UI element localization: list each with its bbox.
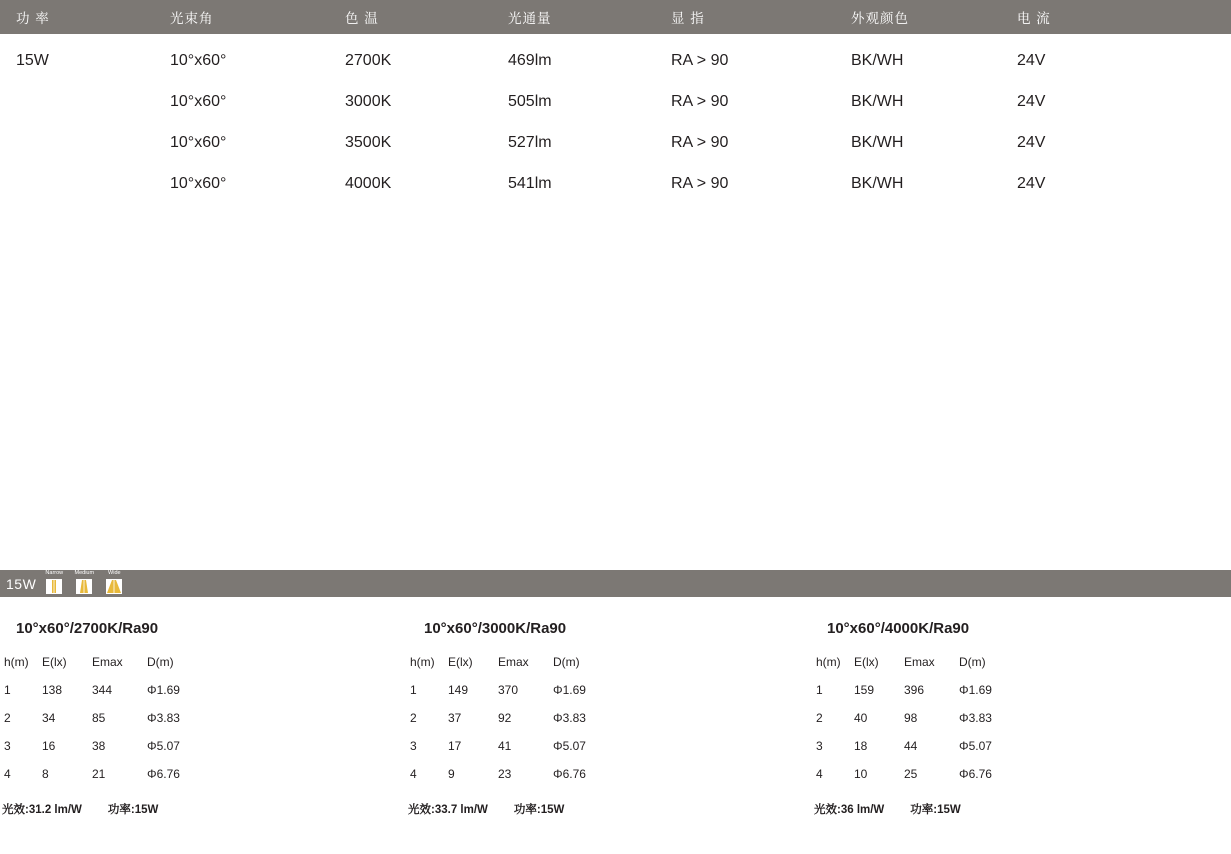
cell-emax: 44 bbox=[904, 739, 918, 753]
column-header-finish-color: 外观颜色 bbox=[851, 11, 909, 26]
narrow-beam-label: Narrow bbox=[45, 570, 64, 576]
cell-height: 1 bbox=[4, 683, 11, 697]
table-row bbox=[0, 163, 1231, 204]
photometric-footer bbox=[0, 801, 400, 817]
cell-illuminance: 34 bbox=[42, 711, 56, 725]
medium-beam-label: Medium bbox=[74, 570, 95, 576]
cell-diameter: Φ6.76 bbox=[553, 767, 586, 781]
photometric-table bbox=[816, 655, 1029, 795]
cell-diameter: Φ5.07 bbox=[147, 739, 180, 753]
table-row bbox=[4, 711, 217, 739]
column-header-illuminance: E(lx) bbox=[448, 655, 473, 669]
beam-type-band bbox=[0, 570, 1231, 597]
cell-emax: 396 bbox=[904, 683, 925, 697]
photometric-footer bbox=[406, 801, 806, 817]
column-header-diameter: D(m) bbox=[553, 655, 580, 669]
cell-emax: 23 bbox=[498, 767, 512, 781]
cell-emax: 41 bbox=[498, 739, 512, 753]
table-row bbox=[816, 739, 1029, 767]
cell-beam-angle: 10°x60° bbox=[170, 51, 227, 69]
table-row bbox=[816, 683, 1029, 711]
cell-beam-angle: 10°x60° bbox=[170, 133, 227, 151]
cell-illuminance: 159 bbox=[854, 683, 875, 697]
photometric-table bbox=[410, 655, 623, 795]
table-row bbox=[4, 739, 217, 767]
photometric-header-row bbox=[816, 655, 1029, 683]
cell-current: 24V bbox=[1017, 174, 1046, 192]
photometric-title: 10°x60°/2700K/Ra90 bbox=[16, 620, 159, 637]
band-power-label: 15W bbox=[6, 575, 37, 592]
cell-height: 2 bbox=[816, 711, 823, 725]
cell-emax: 85 bbox=[92, 711, 106, 725]
cell-height: 3 bbox=[4, 739, 11, 753]
cell-finish-color: BK/WH bbox=[851, 51, 904, 69]
photometric-block-4000k bbox=[812, 612, 1212, 817]
power-value: 功率:15W bbox=[513, 804, 565, 816]
photometric-table bbox=[4, 655, 217, 795]
photometric-block-2700k bbox=[0, 612, 400, 817]
cell-cri: RA > 90 bbox=[671, 133, 729, 151]
column-header-height: h(m) bbox=[410, 655, 435, 669]
cell-cri: RA > 90 bbox=[671, 92, 729, 110]
cell-illuminance: 18 bbox=[854, 739, 868, 753]
medium-beam-glyph bbox=[76, 579, 92, 594]
column-header-diameter: D(m) bbox=[959, 655, 986, 669]
photometric-footer bbox=[812, 801, 1212, 817]
cell-diameter: Φ6.76 bbox=[147, 767, 180, 781]
table-row bbox=[4, 767, 217, 795]
cell-diameter: Φ3.83 bbox=[959, 711, 992, 725]
wide-beam-icon bbox=[104, 571, 124, 596]
cell-emax: 92 bbox=[498, 711, 512, 725]
column-header-current: 电 流 bbox=[1017, 11, 1051, 26]
column-header-height: h(m) bbox=[4, 655, 29, 669]
cell-cct: 3500K bbox=[345, 133, 392, 151]
cell-emax: 25 bbox=[904, 767, 918, 781]
cell-diameter: Φ1.69 bbox=[959, 683, 992, 697]
cell-height: 3 bbox=[410, 739, 417, 753]
column-header-emax: Emax bbox=[904, 655, 935, 669]
cell-luminous-flux: 469lm bbox=[508, 51, 552, 69]
cell-cri: RA > 90 bbox=[671, 174, 729, 192]
table-row bbox=[816, 767, 1029, 795]
column-header-diameter: D(m) bbox=[147, 655, 174, 669]
cell-illuminance: 40 bbox=[854, 711, 868, 725]
cell-illuminance: 17 bbox=[448, 739, 462, 753]
cell-diameter: Φ5.07 bbox=[959, 739, 992, 753]
table-row bbox=[0, 122, 1231, 163]
cell-power: 15W bbox=[16, 51, 49, 69]
cell-emax: 21 bbox=[92, 767, 106, 781]
cell-height: 1 bbox=[816, 683, 823, 697]
photometric-header-row bbox=[4, 655, 217, 683]
table-row bbox=[0, 40, 1231, 81]
wide-beam-label: Wide bbox=[108, 570, 121, 576]
column-header-emax: Emax bbox=[92, 655, 123, 669]
cell-current: 24V bbox=[1017, 92, 1046, 110]
table-row bbox=[410, 711, 623, 739]
cell-illuminance: 10 bbox=[854, 767, 868, 781]
cell-luminous-flux: 527lm bbox=[508, 133, 552, 151]
cell-finish-color: BK/WH bbox=[851, 174, 904, 192]
cell-illuminance: 149 bbox=[448, 683, 469, 697]
table-row bbox=[410, 767, 623, 795]
column-header-illuminance: E(lx) bbox=[854, 655, 879, 669]
cell-emax: 344 bbox=[92, 683, 113, 697]
cell-illuminance: 8 bbox=[42, 767, 49, 781]
cell-cct: 4000K bbox=[345, 174, 392, 192]
table-row bbox=[0, 81, 1231, 122]
table-row bbox=[4, 683, 217, 711]
table-row bbox=[410, 739, 623, 767]
column-header-beam-angle: 光束角 bbox=[170, 11, 214, 26]
power-value: 功率:15W bbox=[910, 804, 961, 816]
cell-height: 2 bbox=[410, 711, 417, 725]
cell-height: 4 bbox=[4, 767, 11, 781]
cell-illuminance: 9 bbox=[448, 767, 455, 781]
cell-height: 4 bbox=[816, 767, 823, 781]
cell-finish-color: BK/WH bbox=[851, 92, 904, 110]
cell-illuminance: 37 bbox=[448, 711, 462, 725]
power-value: 功率:15W bbox=[107, 804, 159, 816]
cell-beam-angle: 10°x60° bbox=[170, 174, 227, 192]
wide-beam-glyph bbox=[106, 579, 122, 594]
specification-table bbox=[0, 0, 1231, 204]
cell-diameter: Φ1.69 bbox=[553, 683, 586, 697]
column-header-height: h(m) bbox=[816, 655, 841, 669]
cell-illuminance: 16 bbox=[42, 739, 56, 753]
table-row bbox=[816, 711, 1029, 739]
photometric-block-3000k bbox=[406, 612, 806, 817]
photometric-title: 10°x60°/3000K/Ra90 bbox=[424, 620, 567, 637]
spec-table-body bbox=[0, 34, 1231, 204]
cell-diameter: Φ5.07 bbox=[553, 739, 586, 753]
cell-emax: 38 bbox=[92, 739, 106, 753]
efficacy-value: 光效:36 lm/W bbox=[814, 804, 885, 816]
cell-cri: RA > 90 bbox=[671, 51, 729, 69]
column-header-illuminance: E(lx) bbox=[42, 655, 67, 669]
cell-diameter: Φ6.76 bbox=[959, 767, 992, 781]
cell-luminous-flux: 541lm bbox=[508, 174, 552, 192]
medium-beam-icon bbox=[74, 571, 94, 596]
photometric-title: 10°x60°/4000K/Ra90 bbox=[827, 620, 970, 637]
table-row bbox=[410, 683, 623, 711]
cell-height: 4 bbox=[410, 767, 417, 781]
column-header-cri: 显 指 bbox=[671, 11, 705, 26]
cell-height: 1 bbox=[410, 683, 417, 697]
efficacy-value: 光效:31.2 lm/W bbox=[2, 804, 82, 816]
cell-cct: 2700K bbox=[345, 51, 392, 69]
column-header-cct: 色 温 bbox=[345, 11, 379, 26]
cell-cct: 3000K bbox=[345, 92, 392, 110]
photometric-header-row bbox=[410, 655, 623, 683]
cell-emax: 370 bbox=[498, 683, 519, 697]
cell-current: 24V bbox=[1017, 133, 1046, 151]
efficacy-value: 光效:33.7 lm/W bbox=[408, 804, 488, 816]
narrow-beam-glyph bbox=[46, 579, 62, 594]
cell-current: 24V bbox=[1017, 51, 1046, 69]
column-header-power: 功 率 bbox=[16, 11, 50, 26]
narrow-beam-icon bbox=[44, 571, 64, 596]
beam-icon-group bbox=[44, 571, 124, 596]
cell-diameter: Φ3.83 bbox=[553, 711, 586, 725]
cell-illuminance: 138 bbox=[42, 683, 63, 697]
cell-diameter: Φ1.69 bbox=[147, 683, 180, 697]
spec-table-header-row bbox=[0, 0, 1231, 34]
cell-finish-color: BK/WH bbox=[851, 133, 904, 151]
cell-luminous-flux: 505lm bbox=[508, 92, 552, 110]
cell-diameter: Φ3.83 bbox=[147, 711, 180, 725]
column-header-luminous-flux: 光通量 bbox=[508, 11, 552, 26]
cell-emax: 98 bbox=[904, 711, 918, 725]
cell-height: 2 bbox=[4, 711, 11, 725]
cell-beam-angle: 10°x60° bbox=[170, 92, 227, 110]
cell-height: 3 bbox=[816, 739, 823, 753]
column-header-emax: Emax bbox=[498, 655, 529, 669]
